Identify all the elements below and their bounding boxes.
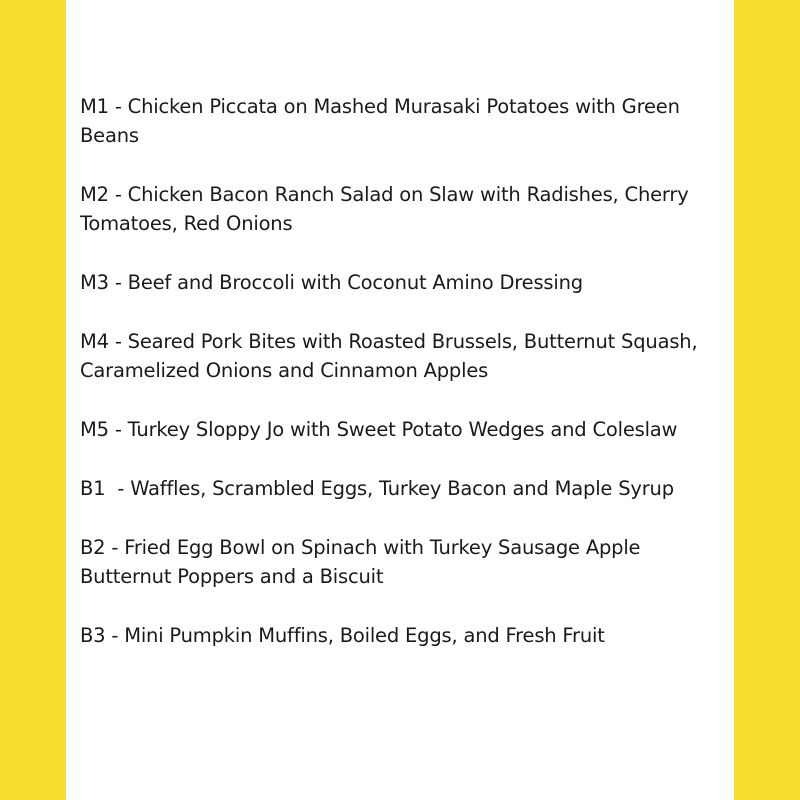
menu-item-m3: M3 - Beef and Broccoli with Coconut Amino Dressing — [80, 271, 583, 294]
menu-panel — [66, 0, 734, 800]
menu-item-b2: B2 - Fried Egg Bowl on Spinach with Turkey Sausage Apple Butternut Poppers and a Biscuit — [80, 536, 647, 588]
menu-item-m4: M4 - Seared Pork Bites with Roasted Brussels, Butternut Squash, Caramelized Onions and Cinnamon Apples — [80, 330, 704, 382]
menu-item-m2: M2 - Chicken Bacon Ranch Salad on Slaw with Radishes, Cherry Tomatoes, Red Onions — [80, 183, 695, 235]
menu-item-m5: M5 - Turkey Sloppy Jo with Sweet Potato Wedges and Coleslaw — [80, 418, 678, 441]
right-accent-stripe — [734, 0, 800, 800]
menu-item-b1: B1 - Waffles, Scrambled Eggs, Turkey Bacon and Maple Syrup — [80, 477, 674, 500]
left-accent-stripe — [0, 0, 66, 800]
menu-item-m1: M1 - Chicken Piccata on Mashed Murasaki Potatoes with Green Beans — [80, 95, 686, 147]
menu-item-b3: B3 - Mini Pumpkin Muffins, Boiled Eggs, and Fresh Fruit — [80, 624, 605, 647]
menu-list — [80, 92, 720, 680]
